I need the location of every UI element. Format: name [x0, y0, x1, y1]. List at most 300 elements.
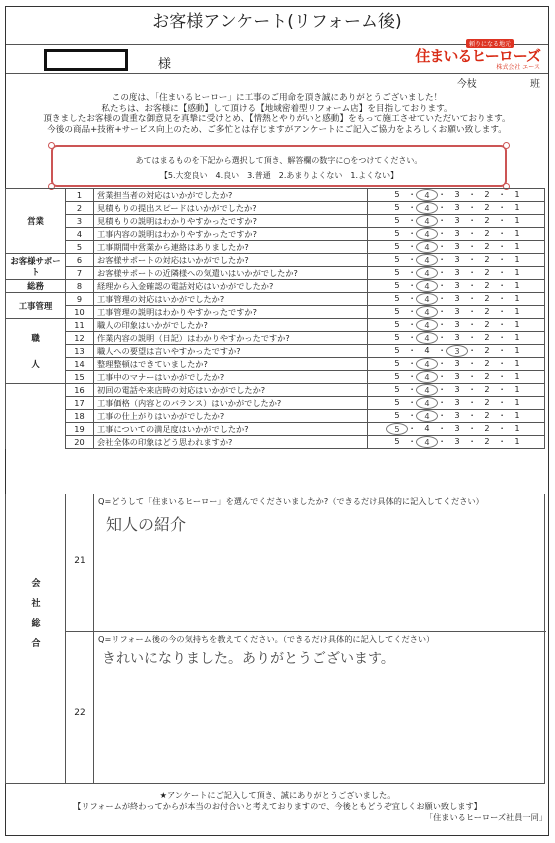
score-options	[368, 202, 545, 215]
score-separator: ・	[438, 332, 447, 342]
score-option[interactable]	[416, 384, 438, 396]
score-separator: ・	[468, 397, 477, 407]
score-option[interactable]	[386, 384, 408, 396]
score-separator: ・	[468, 202, 477, 212]
score-label: 5	[394, 254, 400, 264]
score-option[interactable]	[386, 436, 408, 448]
score-label: 3	[454, 189, 460, 199]
score-separator: ・	[438, 202, 447, 212]
score-separator: ・	[408, 254, 417, 264]
question-row	[6, 267, 545, 280]
score-label: 1	[514, 280, 520, 290]
score-separator: ・	[468, 423, 477, 433]
score-separator: ・	[408, 306, 417, 316]
category-shokunin: 職 人	[6, 319, 66, 384]
score-option[interactable]	[476, 384, 498, 396]
footer	[0, 790, 555, 823]
score-option[interactable]	[416, 423, 438, 435]
circled-answer: 5	[386, 423, 408, 435]
score-option[interactable]	[446, 306, 468, 318]
score-option[interactable]	[386, 371, 408, 383]
score-options	[368, 189, 545, 202]
question-row	[6, 228, 545, 241]
score-option[interactable]	[446, 228, 468, 240]
circled-answer: 4	[416, 332, 438, 344]
footer-line3: 「住まいるヒーローズ社員一同」	[424, 812, 547, 822]
score-option[interactable]	[506, 306, 528, 318]
circled-answer: 4	[416, 293, 438, 305]
circled-answer: 4	[416, 254, 438, 266]
score-separator: ・	[498, 397, 507, 407]
score-label: 5	[394, 332, 400, 342]
score-option[interactable]	[506, 241, 528, 253]
score-label: 3	[454, 319, 460, 329]
question-row	[6, 358, 545, 371]
score-label: 3	[454, 384, 460, 394]
circled-answer: 4	[416, 306, 438, 318]
score-separator: ・	[408, 397, 417, 407]
score-options	[368, 254, 545, 267]
score-options	[368, 397, 545, 410]
question-21-text: Q=どうして「住まいるヒーロー」を選んでくださいましたか?（できるだけ具体的に記入してください）	[98, 496, 484, 506]
logo-tagline: 頼りになる地元	[466, 39, 514, 48]
question-row	[6, 215, 545, 228]
score-label: 1	[514, 228, 520, 238]
question-row	[6, 319, 545, 332]
score-option[interactable]	[416, 371, 438, 383]
rating-table	[5, 188, 545, 449]
score-option[interactable]	[476, 267, 498, 279]
score-label: 1	[514, 423, 520, 433]
staff-info	[431, 75, 540, 90]
score-separator: ・	[498, 215, 507, 225]
score-option[interactable]	[386, 215, 408, 227]
score-label: 3	[454, 423, 460, 433]
score-option[interactable]	[446, 371, 468, 383]
score-option[interactable]	[386, 332, 408, 344]
score-separator: ・	[438, 384, 447, 394]
score-label: 3	[454, 397, 460, 407]
question-row	[6, 345, 545, 358]
question-number: 4	[66, 228, 94, 241]
question-number: 16	[66, 384, 94, 397]
question-text: お客様サポートの近隣様への気遣いはいかがでしたか?	[94, 267, 368, 280]
score-label: 3	[454, 215, 460, 225]
score-separator: ・	[468, 319, 477, 329]
score-label: 5	[394, 267, 400, 277]
score-separator: ・	[438, 410, 447, 420]
score-label: 3	[454, 228, 460, 238]
score-option[interactable]	[476, 228, 498, 240]
score-label: 2	[484, 345, 490, 355]
score-label: 1	[514, 332, 520, 342]
score-separator: ・	[408, 410, 417, 420]
answer-21-handwriting: 知人の紹介	[106, 515, 187, 534]
score-option[interactable]	[446, 189, 468, 201]
score-separator: ・	[498, 423, 507, 433]
score-option[interactable]	[446, 293, 468, 305]
score-option[interactable]	[386, 267, 408, 279]
score-separator: ・	[498, 306, 507, 316]
question-text: 工事価格（内容とのバランス）はいかがでしたか?	[94, 397, 368, 410]
circled-answer: 4	[416, 267, 438, 279]
question-number: 19	[66, 423, 94, 436]
score-separator: ・	[438, 241, 447, 251]
score-label: 1	[514, 306, 520, 316]
score-option[interactable]	[476, 332, 498, 344]
score-label: 5	[394, 397, 400, 407]
score-label: 3	[454, 280, 460, 290]
circled-answer: 4	[416, 358, 438, 370]
score-option[interactable]	[446, 384, 468, 396]
score-label: 1	[514, 384, 520, 394]
score-separator: ・	[408, 423, 417, 433]
score-separator: ・	[498, 280, 507, 290]
score-option[interactable]	[446, 215, 468, 227]
score-separator: ・	[408, 345, 417, 355]
score-separator: ・	[468, 358, 477, 368]
score-option[interactable]	[476, 358, 498, 370]
question-text: 工事についての満足度はいかがでしたか?	[94, 423, 368, 436]
score-separator: ・	[408, 215, 417, 225]
score-separator: ・	[408, 319, 417, 329]
score-separator: ・	[438, 397, 447, 407]
score-options	[368, 319, 545, 332]
score-option[interactable]	[416, 202, 438, 214]
score-option[interactable]	[386, 189, 408, 201]
score-label: 5	[394, 306, 400, 316]
score-option[interactable]	[446, 267, 468, 279]
score-option[interactable]	[506, 371, 528, 383]
score-option[interactable]	[506, 228, 528, 240]
score-option[interactable]	[506, 358, 528, 370]
score-option[interactable]	[476, 410, 498, 422]
circled-answer: 4	[416, 410, 438, 422]
score-option[interactable]	[446, 423, 468, 435]
score-option[interactable]	[386, 319, 408, 331]
score-option[interactable]	[416, 345, 438, 357]
score-separator: ・	[438, 293, 447, 303]
score-option[interactable]	[416, 241, 438, 253]
score-option[interactable]	[476, 306, 498, 318]
score-options	[368, 436, 545, 449]
question-divider	[66, 631, 546, 632]
score-options	[368, 267, 545, 280]
score-option[interactable]	[476, 423, 498, 435]
score-separator: ・	[408, 436, 417, 446]
score-label: 2	[484, 215, 490, 225]
score-separator: ・	[498, 410, 507, 420]
score-option[interactable]	[476, 293, 498, 305]
score-options	[368, 345, 545, 358]
question-row	[6, 241, 545, 254]
score-option[interactable]	[446, 397, 468, 409]
score-label: 1	[514, 293, 520, 303]
company-logo	[415, 39, 540, 71]
question-number: 3	[66, 215, 94, 228]
score-option[interactable]	[476, 319, 498, 331]
score-option[interactable]	[476, 189, 498, 201]
category-sogo: 会 社 総 合	[31, 579, 41, 649]
question-row	[6, 293, 545, 306]
question-row	[6, 423, 545, 436]
score-label: 5	[394, 280, 400, 290]
score-option[interactable]	[506, 384, 528, 396]
score-option[interactable]	[476, 254, 498, 266]
score-option[interactable]	[506, 397, 528, 409]
score-separator: ・	[468, 241, 477, 251]
question-text: 工事の仕上がりはいかがでしたか?	[94, 410, 368, 423]
score-option[interactable]	[506, 345, 528, 357]
pin-icon	[48, 142, 55, 149]
score-options	[368, 306, 545, 319]
score-options	[368, 228, 545, 241]
score-label: 2	[484, 332, 490, 342]
intro-line: 今後の商品+技術+サービス向上のため、ご多忙とは存じますがアンケートにご記入ご協力をよろしくお願い致します。	[47, 124, 507, 135]
score-options	[368, 293, 545, 306]
score-separator: ・	[408, 358, 417, 368]
score-option[interactable]	[416, 280, 438, 292]
score-option[interactable]	[416, 436, 438, 448]
score-option[interactable]	[506, 202, 528, 214]
score-options	[368, 215, 545, 228]
score-option[interactable]	[506, 267, 528, 279]
score-separator: ・	[498, 332, 507, 342]
score-separator: ・	[498, 345, 507, 355]
answer-22-handwriting: きれいになりました。ありがとうございます。	[102, 651, 395, 667]
score-separator: ・	[438, 436, 447, 446]
score-option[interactable]	[416, 215, 438, 227]
score-option[interactable]	[476, 397, 498, 409]
score-label: 5	[394, 241, 400, 251]
score-option[interactable]	[446, 319, 468, 331]
score-option[interactable]	[386, 228, 408, 240]
score-label: 2	[484, 254, 490, 264]
question-22-text: Q=リフォーム後の今の気持ちを教えてください。（できるだけ具体的に記入してください）	[98, 634, 435, 644]
score-label: 3	[454, 254, 460, 264]
logo-main-text: 住まいるヒーローズ	[415, 47, 540, 65]
header-divider	[6, 73, 548, 74]
question-text: 初回の電話や来店時の対応はいかがでしたか?	[94, 384, 368, 397]
score-separator: ・	[468, 345, 477, 355]
score-label: 1	[514, 345, 520, 355]
score-separator: ・	[408, 293, 417, 303]
score-label: 1	[514, 371, 520, 381]
question-number: 17	[66, 397, 94, 410]
score-option[interactable]	[416, 267, 438, 279]
score-separator: ・	[438, 228, 447, 238]
score-option[interactable]	[476, 280, 498, 292]
score-separator: ・	[438, 371, 447, 381]
score-label: 2	[484, 267, 490, 277]
score-option[interactable]	[386, 241, 408, 253]
score-option[interactable]	[386, 397, 408, 409]
score-separator: ・	[408, 371, 417, 381]
score-label: 5	[394, 371, 400, 381]
circled-answer: 4	[416, 228, 438, 240]
intro-line: 私たちは、お客様に【感動】して頂ける【地域密着型リフォーム店】を目指しております。	[101, 103, 453, 114]
score-option[interactable]	[416, 332, 438, 344]
score-option[interactable]	[506, 423, 528, 435]
score-option[interactable]	[386, 358, 408, 370]
score-separator: ・	[468, 306, 477, 316]
question-row	[6, 384, 545, 397]
question-text: 工事管理の説明はわかりやすかったですか?	[94, 306, 368, 319]
score-option[interactable]	[476, 345, 498, 357]
score-separator: ・	[408, 332, 417, 342]
score-label: 2	[484, 189, 490, 199]
score-option[interactable]	[416, 319, 438, 331]
circled-answer: 4	[416, 215, 438, 227]
circled-answer: 4	[416, 319, 438, 331]
score-option[interactable]	[446, 332, 468, 344]
pin-icon	[503, 142, 510, 149]
score-option[interactable]	[446, 254, 468, 266]
circled-answer: 3	[446, 345, 468, 357]
score-separator: ・	[438, 254, 447, 264]
instructions-box	[51, 145, 507, 187]
score-separator: ・	[438, 423, 447, 433]
score-label: 4	[424, 423, 430, 433]
score-option[interactable]	[416, 410, 438, 422]
score-separator: ・	[498, 384, 507, 394]
score-option[interactable]	[386, 293, 408, 305]
score-option[interactable]	[446, 280, 468, 292]
score-separator: ・	[468, 436, 477, 446]
score-option[interactable]	[416, 306, 438, 318]
question-text: 見積もりの説明はわかりやすかったですか?	[94, 215, 368, 228]
question-number: 10	[66, 306, 94, 319]
score-option[interactable]	[386, 280, 408, 292]
question-text: 会社全体の印象はどう思われますか?	[94, 436, 368, 449]
score-option[interactable]	[446, 358, 468, 370]
question-text: 職人の印象はいかがでしたか?	[94, 319, 368, 332]
score-separator: ・	[408, 384, 417, 394]
score-separator: ・	[498, 371, 507, 381]
score-option[interactable]	[386, 254, 408, 266]
score-separator: ・	[408, 202, 417, 212]
score-label: 4	[424, 345, 430, 355]
score-option[interactable]	[416, 293, 438, 305]
question-number: 5	[66, 241, 94, 254]
score-option[interactable]	[416, 189, 438, 201]
intro-line: 頂きましたお客様の貴重な御意見を真摯に受けとめ、【情熱とやりがいと感動】をもって施工させていただいております。	[43, 114, 511, 125]
score-option[interactable]	[506, 280, 528, 292]
score-option[interactable]	[416, 397, 438, 409]
score-options	[368, 332, 545, 345]
customer-name-redaction	[44, 49, 128, 71]
score-option[interactable]	[386, 202, 408, 214]
score-separator: ・	[498, 254, 507, 264]
question-number: 8	[66, 280, 94, 293]
circled-answer: 4	[416, 384, 438, 396]
score-label: 1	[514, 241, 520, 251]
score-label: 5	[394, 319, 400, 329]
score-separator: ・	[498, 228, 507, 238]
score-label: 1	[514, 410, 520, 420]
score-option[interactable]	[446, 436, 468, 448]
score-option[interactable]	[446, 241, 468, 253]
score-options	[368, 241, 545, 254]
score-label: 2	[484, 436, 490, 446]
question-number: 18	[66, 410, 94, 423]
question-number: 11	[66, 319, 94, 332]
score-option[interactable]	[506, 410, 528, 422]
score-option[interactable]	[506, 189, 528, 201]
score-option[interactable]	[416, 228, 438, 240]
score-separator: ・	[498, 202, 507, 212]
question-number: 20	[66, 436, 94, 449]
score-option[interactable]	[386, 345, 408, 357]
score-option[interactable]	[476, 436, 498, 448]
score-label: 3	[454, 358, 460, 368]
question-number: 6	[66, 254, 94, 267]
question-row	[6, 189, 545, 202]
question-number: 15	[66, 371, 94, 384]
score-separator: ・	[468, 228, 477, 238]
score-option[interactable]	[476, 202, 498, 214]
score-label: 2	[484, 319, 490, 329]
score-label: 3	[454, 306, 460, 316]
score-label: 1	[514, 215, 520, 225]
score-options	[368, 371, 545, 384]
score-label: 3	[454, 202, 460, 212]
question-row	[6, 397, 545, 410]
score-separator: ・	[498, 436, 507, 446]
score-option[interactable]	[506, 436, 528, 448]
question-row	[6, 436, 545, 449]
score-options	[368, 423, 545, 436]
score-label: 2	[484, 423, 490, 433]
score-option[interactable]	[446, 345, 468, 357]
score-option[interactable]	[506, 332, 528, 344]
score-label: 2	[484, 306, 490, 316]
score-label: 1	[514, 267, 520, 277]
score-separator: ・	[468, 215, 477, 225]
question-number: 2	[66, 202, 94, 215]
score-separator: ・	[468, 410, 477, 420]
score-option[interactable]	[386, 410, 408, 422]
score-separator: ・	[468, 293, 477, 303]
open-questions	[5, 494, 545, 784]
score-option[interactable]	[386, 306, 408, 318]
score-option[interactable]	[416, 254, 438, 266]
score-option[interactable]	[476, 371, 498, 383]
score-option[interactable]	[446, 202, 468, 214]
question-text: お客様サポートの対応はいかがでしたか?	[94, 254, 368, 267]
score-label: 1	[514, 189, 520, 199]
score-label: 2	[484, 358, 490, 368]
score-label: 3	[454, 410, 460, 420]
score-label: 1	[514, 397, 520, 407]
score-option[interactable]	[506, 254, 528, 266]
question-number-21: 21	[74, 556, 86, 566]
score-label: 5	[394, 202, 400, 212]
score-option[interactable]	[386, 423, 408, 435]
category-koji: 工事管理	[6, 293, 66, 319]
score-option[interactable]	[506, 215, 528, 227]
score-option[interactable]	[476, 215, 498, 227]
score-option[interactable]	[476, 241, 498, 253]
score-option[interactable]	[506, 319, 528, 331]
score-option[interactable]	[446, 410, 468, 422]
score-option[interactable]	[506, 293, 528, 305]
score-separator: ・	[468, 254, 477, 264]
score-label: 2	[484, 293, 490, 303]
score-separator: ・	[408, 280, 417, 290]
score-label: 1	[514, 436, 520, 446]
score-option[interactable]	[416, 358, 438, 370]
